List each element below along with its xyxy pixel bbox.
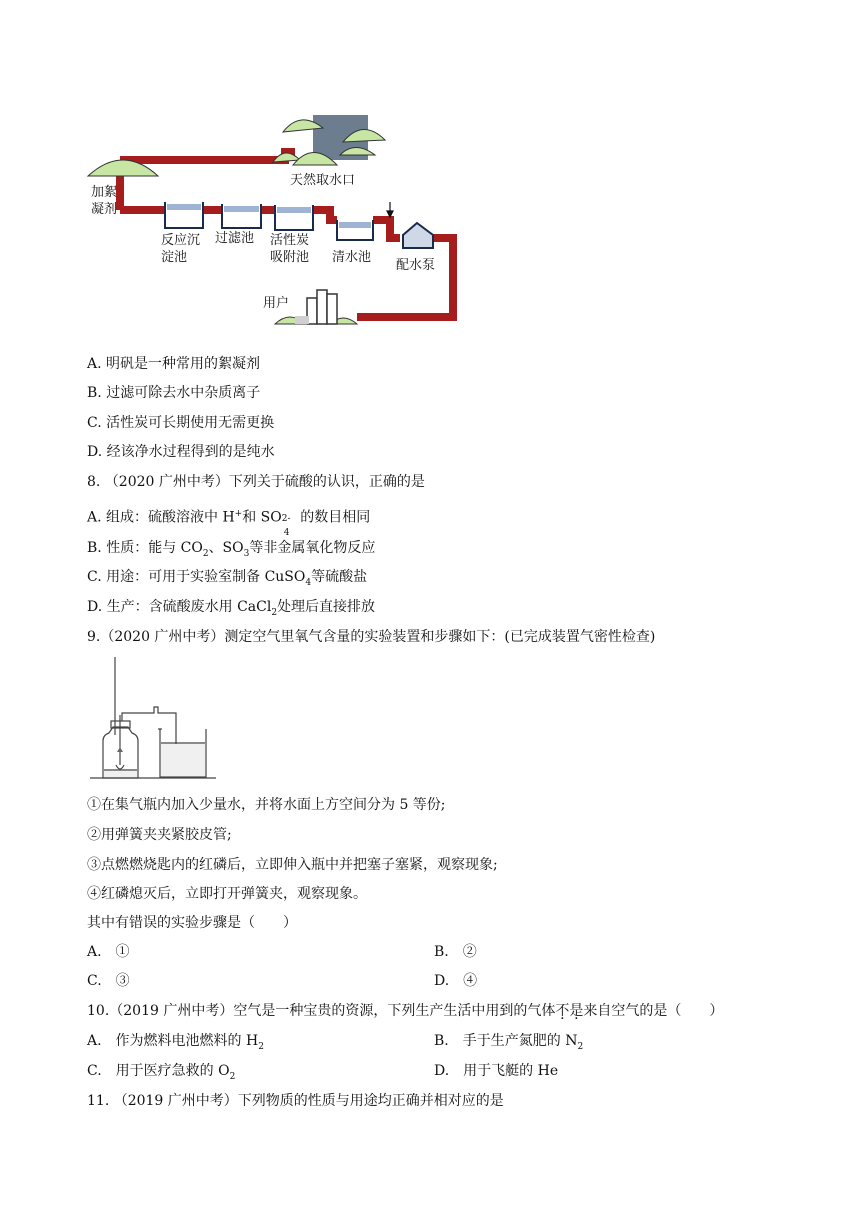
q9-step-3: ③点燃燃烧匙内的红磷后，立即伸入瓶中并把塞子塞紧，观察现象; [87, 857, 498, 873]
label-flocculant: 加絮 凝剂 [91, 185, 118, 217]
building-2 [317, 290, 327, 324]
q10-option-b: B. 手于生产氮肥的 $N_2$ [434, 1033, 584, 1052]
q7-option-d: D. 经该净水过程得到的是纯水 [87, 444, 275, 460]
q10-stem: 10.（2019 广州中考）空气是一种宝贵的资源，下列生产生活中用到的气体不是来自空气的是（ ） [87, 1003, 724, 1019]
q7-option-a: A. 明矾是一种常用的絮凝剂 [87, 356, 261, 372]
q8-option-d: D. 生产：含硫酸废水用 CaCl$_2$处理后直接排放 [87, 599, 376, 618]
q9-step-4: ④红磷熄灭后，立即打开弹簧夹，观察现象。 [87, 886, 367, 902]
pump-house-icon [403, 223, 433, 248]
q9-step-1: ①在集气瓶内加入少量水，并将水面上方空间分为 5 等份; [87, 797, 446, 813]
q11-stem: 11. （2019 广州中考）下列物质的性质与用途均正确并相对应的是 [87, 1093, 504, 1109]
label-pump: 配水泵 [396, 258, 436, 273]
q8-stem: 8. （2020 广州中考）下列关于硫酸的认识，正确的是 [87, 474, 425, 490]
q8-option-c: C. 用途：可用于实验室制备 CuSO$_4$等硫酸盐 [87, 569, 368, 588]
q8-option-a: A. 组成：硫酸溶液中 H+和 SO 2- 4 的数目相同 [87, 509, 371, 538]
label-user: 用户 [263, 296, 290, 311]
building-3 [327, 294, 337, 324]
water-treatment-diagram [85, 110, 465, 330]
q7-option-c: C. 活性炭可长期使用无需更换 [87, 415, 275, 431]
q8-option-b: B. 性质：能与 $CO_2$、$SO_3$等非金属氧化物反应 [87, 540, 376, 559]
label-source: 天然取水口 [290, 173, 356, 188]
q10-option-a: A. 作为燃料电池燃料的 $H_2$ [87, 1033, 264, 1052]
label-reaction: 反应沉 淀池 [161, 233, 201, 265]
q9-option-c: C. ③ [87, 973, 130, 989]
q9-step-2: ②用弹簧夹夹紧胶皮管; [87, 827, 232, 843]
q9-option-d: D. ④ [434, 973, 478, 989]
q9-question: 其中有错误的实验步骤是（ ） [87, 915, 297, 931]
q10-option-d: D. 用于飞艇的 He [434, 1063, 559, 1079]
q9-option-b: B. ② [434, 944, 477, 960]
hill-source-1 [273, 153, 300, 162]
q10-option-c: C. 用于医疗急救的 $O_2$ [87, 1063, 236, 1082]
label-carbon: 活性炭 吸附池 [270, 233, 310, 265]
q9-option-a: A. ① [87, 944, 130, 960]
oxygen-apparatus-diagram [88, 655, 218, 780]
q9-stem: 9.（2020 广州中考）测定空气里氧气含量的实验装置和步骤如下：(已完成装置气密性检查) [87, 629, 656, 645]
q7-option-b: B. 过滤可除去水中杂质离子 [87, 385, 261, 401]
oxygen-apparatus-drawing [88, 655, 218, 780]
label-clear: 清水池 [332, 250, 372, 265]
label-filter: 过滤池 [215, 231, 255, 246]
